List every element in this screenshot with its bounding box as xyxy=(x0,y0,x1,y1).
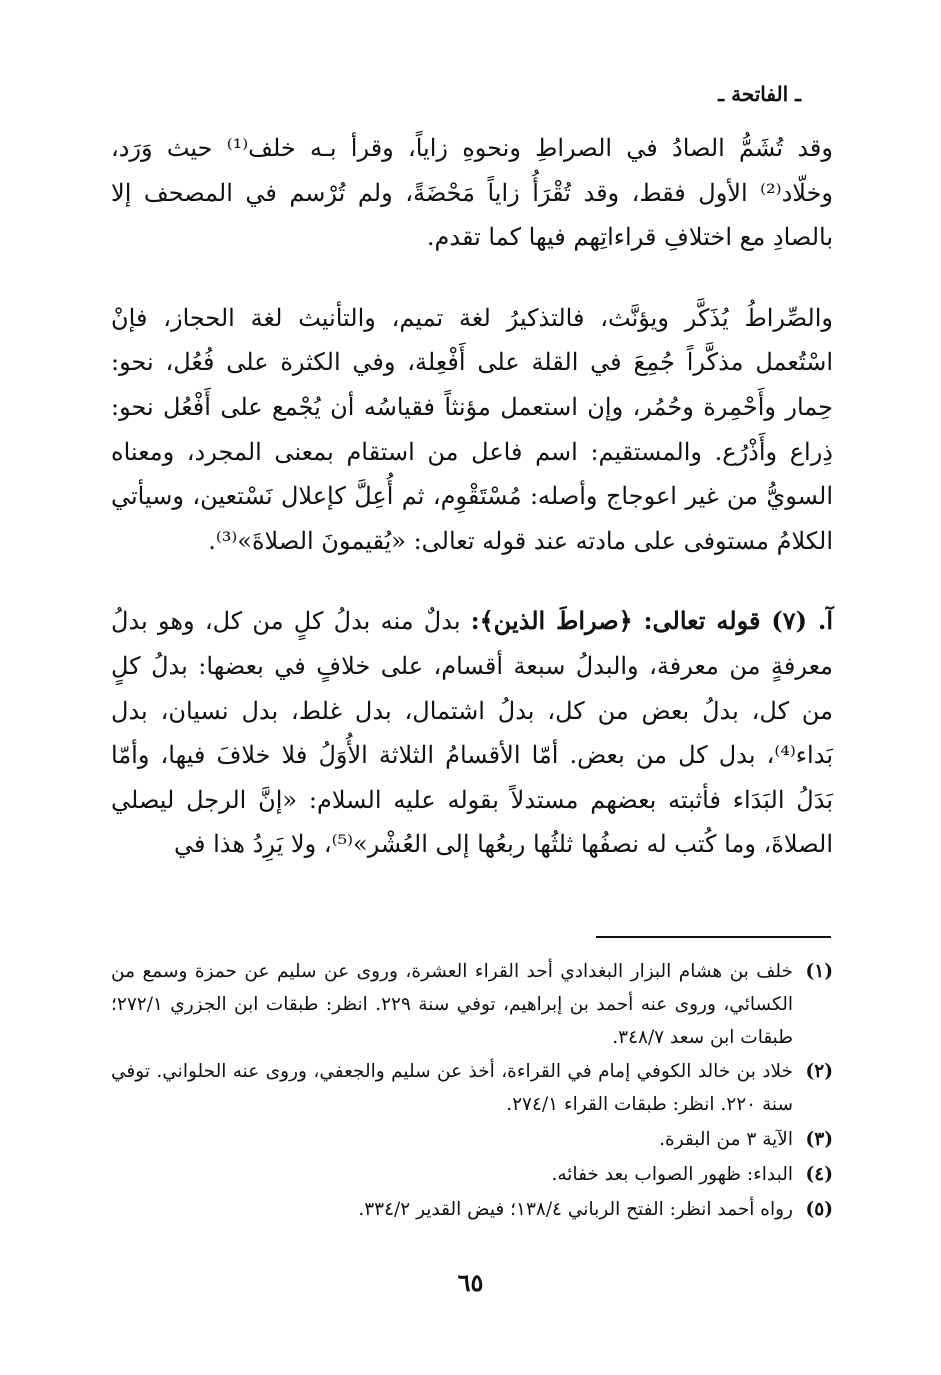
footnote-number: (٣) xyxy=(805,1128,833,1150)
paragraph-2: والصِّراطُ يُذَكَّر ويؤنَّث، فالتذكيرُ لغة تميم، والتأنيث لغة الحجاز، فإنْ اسْتُعمل مذكَّراً جُمِعَ في القلة على أَفْعِلة، وفي الكثرة على فُعُل، نحو: حِمار وأَحْمِرة وحُمُر، وإن استعمل مؤنثاً فقياسُه أن يُجْمع على أَفْعُل نحو: ذِراع وأَذْرُع. والمستقيم: اسم فاعل من استقام بمعنى المجرد، ومعناه السويُّ من غير اعوجاج وأصله: مُسْتَقْوِم، ثم أُعِلَّ كإعلال نَسْتعين، وسيأتي الكلامُ مستوفى على مادته عند قوله تعالى: «يُقيمونَ الصلاةَ»⁽³⁾. xyxy=(111,303,834,555)
paragraph-3 xyxy=(111,599,833,867)
footnote-separator xyxy=(596,936,831,938)
verse-lead: آ. (٧) قوله تعالى: ﴿صراطَ الذين﴾: xyxy=(470,606,834,636)
footnote-number: (٤) xyxy=(805,1163,833,1185)
footnote-5 xyxy=(111,1194,833,1227)
footnotes xyxy=(111,956,833,1228)
paragraph-1: وقد تُشَمُّ الصادُ في الصراطِ ونحوهِ زاياً، وقرأ بـه خلف⁽¹⁾ حيث وَرَد، وخلّاد⁽²⁾ الأول فقط، وقد تُقْرَأُ زاياً مَحْضَةً، ولم تُرْسم في المصحف إلا بالصادِ مع اختلافِ قراءاتِهم فيها كما تقدم. xyxy=(111,134,833,252)
footnote-1 xyxy=(111,956,833,1054)
main-text xyxy=(111,126,833,867)
page-number: ٦٥ xyxy=(457,1268,484,1297)
paragraph-3-text: بدلٌ منه بدلُ كلٍ من كل، وهو بدلُ معرفةٍ من معرفة، والبدلُ سبعة أقسام، على خلافٍ في بعضها: بدلُ كلٍ من كل، بدلُ بعض من كل، بدلُ اشتمال، بدل غلط، بدل نسيان، بدل بَداء⁽⁴⁾، بدل كل من بعض. أمّا الأقسامُ الثلاثة الأُوَلُ فلا خلافَ فيها، وأمّا بَدَلُ البَدَاء فأثبته بعضهم مستدلاً بقوله عليه السلام: «إنَّ الرجل ليصلي الصلاةَ، وما كُتب له نصفُها ثلثُها ربعُها إلى العُشْر»⁽⁵⁾، ولا يَرِدُ هذا في xyxy=(111,607,833,859)
footnote-2 xyxy=(111,1056,833,1122)
footnote-number: (١) xyxy=(805,961,833,982)
footnote-text: خلف بن هشام البزار البغدادي أحد القراء العشرة، وروى عن سليم عن حمزة وسمع من الكسائي، وروى عنه أحمد بن إبراهيم، توفي سنة ٢٢٩. انظر: طبقات ابن الجزري ٢٧٢/١؛ طبقات ابن سعد ٣٤٨/٧. xyxy=(111,961,793,1048)
footnote-4 xyxy=(111,1159,833,1192)
running-head: ـ الفاتحة ـ xyxy=(718,82,801,106)
footnote-text: البداء: ظهور الصواب بعد خفائه. xyxy=(551,1163,793,1185)
footnote-text: خلاد بن خالد الكوفي إمام في القراءة، أخذ عن سليم والجعفي، وروى عنه الحلواني. توفي سنة ٢٢٠. انظر: طبقات القراء ٢٧٤/١. xyxy=(111,1061,793,1116)
footnote-number: (٥) xyxy=(805,1198,833,1220)
footnote-3 xyxy=(111,1124,833,1157)
footnote-text: رواه أحمد انظر: الفتح الرباني ١٣٨/٤؛ فيض القدير ٣٣٤/٢. xyxy=(358,1198,793,1220)
footnote-text: الآية ٣ من البقرة. xyxy=(659,1128,793,1150)
footnote-number: (٢) xyxy=(805,1061,833,1083)
